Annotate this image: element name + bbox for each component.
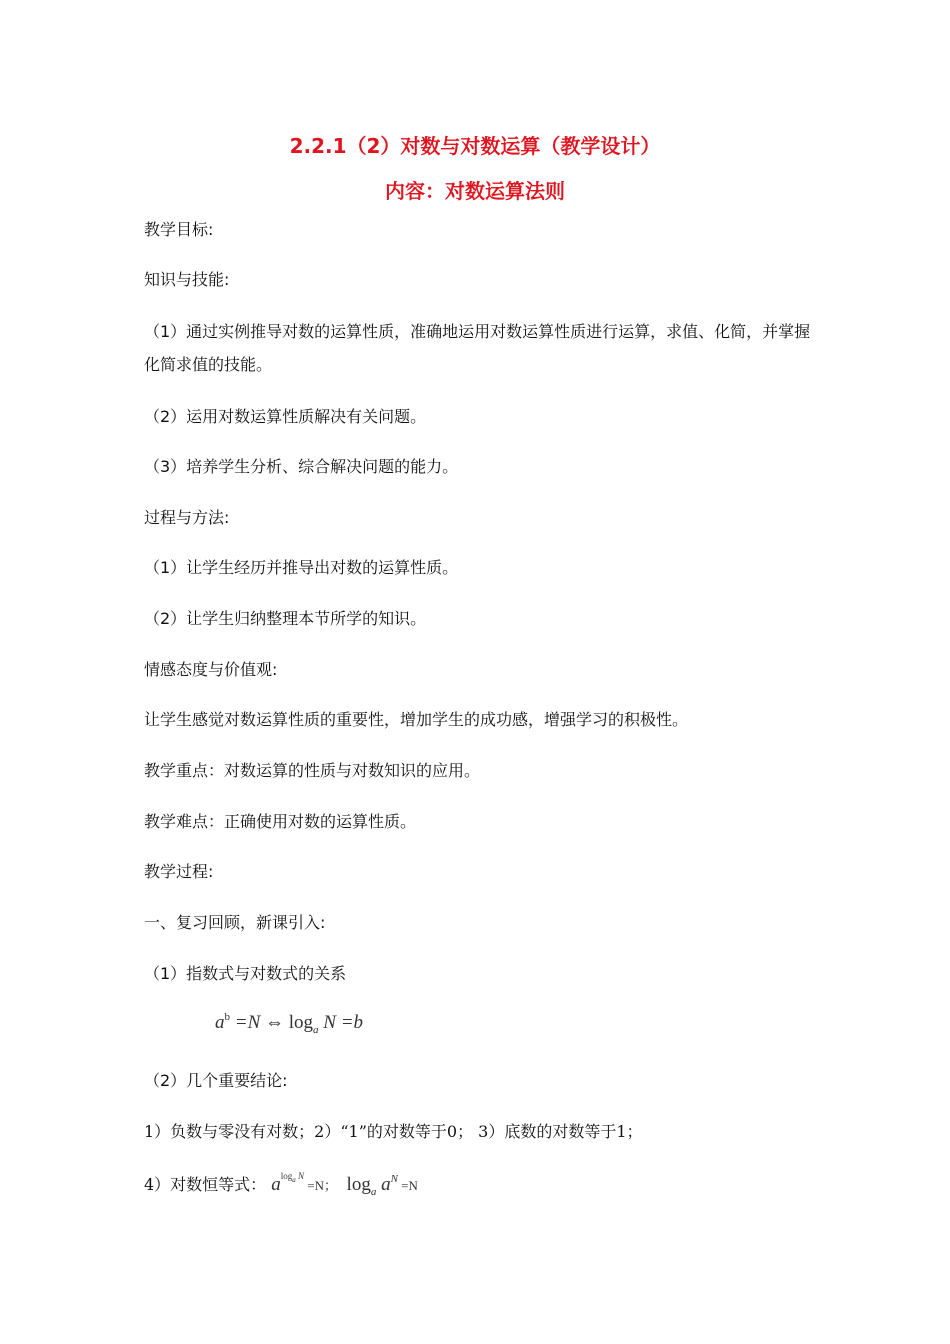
identity-eq-2: =N <box>397 1178 418 1193</box>
formula-exponent-b: b <box>224 1011 230 1023</box>
emotion-item: 让学生感觉对数运算性质的重要性，增加学生的成功感，增强学习的积极性。 <box>144 710 689 729</box>
section-1-heading: 一、复习回顾，新课引入: <box>144 913 326 932</box>
identity-exp-log: log <box>280 1171 293 1181</box>
iff-symbol: ⇔ <box>265 1012 284 1033</box>
identity-eq-1: =N； <box>304 1178 338 1193</box>
process-heading: 过程与方法: <box>144 508 230 527</box>
identity-base-a: a <box>271 1174 281 1195</box>
knowledge-item-2: （2）运用对数运算性质解决有关问题。 <box>144 407 427 426</box>
process-item-2: （2）让学生归纳整理本节所学的知识。 <box>144 609 427 628</box>
formula-eq-n: =N <box>230 1012 265 1033</box>
formula-n-eq-b: N =b <box>318 1012 364 1033</box>
formula-exp-log-relation <box>215 1012 363 1036</box>
section-1-item-1: （1）指数式与对数式的关系 <box>144 964 347 983</box>
identity-exp-n: N <box>295 1171 305 1181</box>
teaching-process-heading: 教学过程: <box>144 862 214 881</box>
formula-log-base: a <box>313 1024 319 1036</box>
process-item-1: （1）让学生经历并推导出对数的运算性质。 <box>144 558 459 577</box>
knowledge-item-1: （1）通过实例推导对数的运算性质，准确地运用对数运算性质进行运算，求值、化简，并掌握化简求值的技能。 <box>144 322 811 374</box>
goal-heading: 教学目标: <box>144 220 214 239</box>
emotion-heading: 情感态度与价值观: <box>144 660 278 679</box>
document-title: 2.2.1（2）对数与对数运算（教学设计） <box>289 134 661 158</box>
identity-exp-log-base: a <box>292 1176 296 1184</box>
section-1-item-2: （2）几个重要结论: <box>144 1071 288 1090</box>
identity-a-2: a <box>376 1174 391 1195</box>
key-point: 教学重点：对数运算的性质与对数知识的应用。 <box>144 761 481 780</box>
identity-line <box>144 1171 418 1199</box>
formula-base-a: a <box>215 1012 225 1033</box>
knowledge-item-3: （3）培养学生分析、综合解决问题的能力。 <box>144 457 459 476</box>
difficulty-point: 教学难点：正确使用对数的运算性质。 <box>144 812 417 831</box>
knowledge-heading: 知识与技能: <box>144 270 230 289</box>
identity-formula <box>271 1171 418 1198</box>
identity-exp-n-2: N <box>390 1173 398 1185</box>
conclusions-line: 1）负数与零没有对数；2）“1”的对数等于0； 3）底数的对数等于1； <box>144 1122 643 1141</box>
document-subtitle: 内容：对数运算法则 <box>385 179 565 203</box>
identity-label: 4）对数恒等式： <box>144 1175 267 1194</box>
identity-log-2-base: a <box>370 1186 377 1198</box>
identity-log-2: log <box>346 1174 371 1195</box>
formula-log: log <box>284 1012 314 1033</box>
